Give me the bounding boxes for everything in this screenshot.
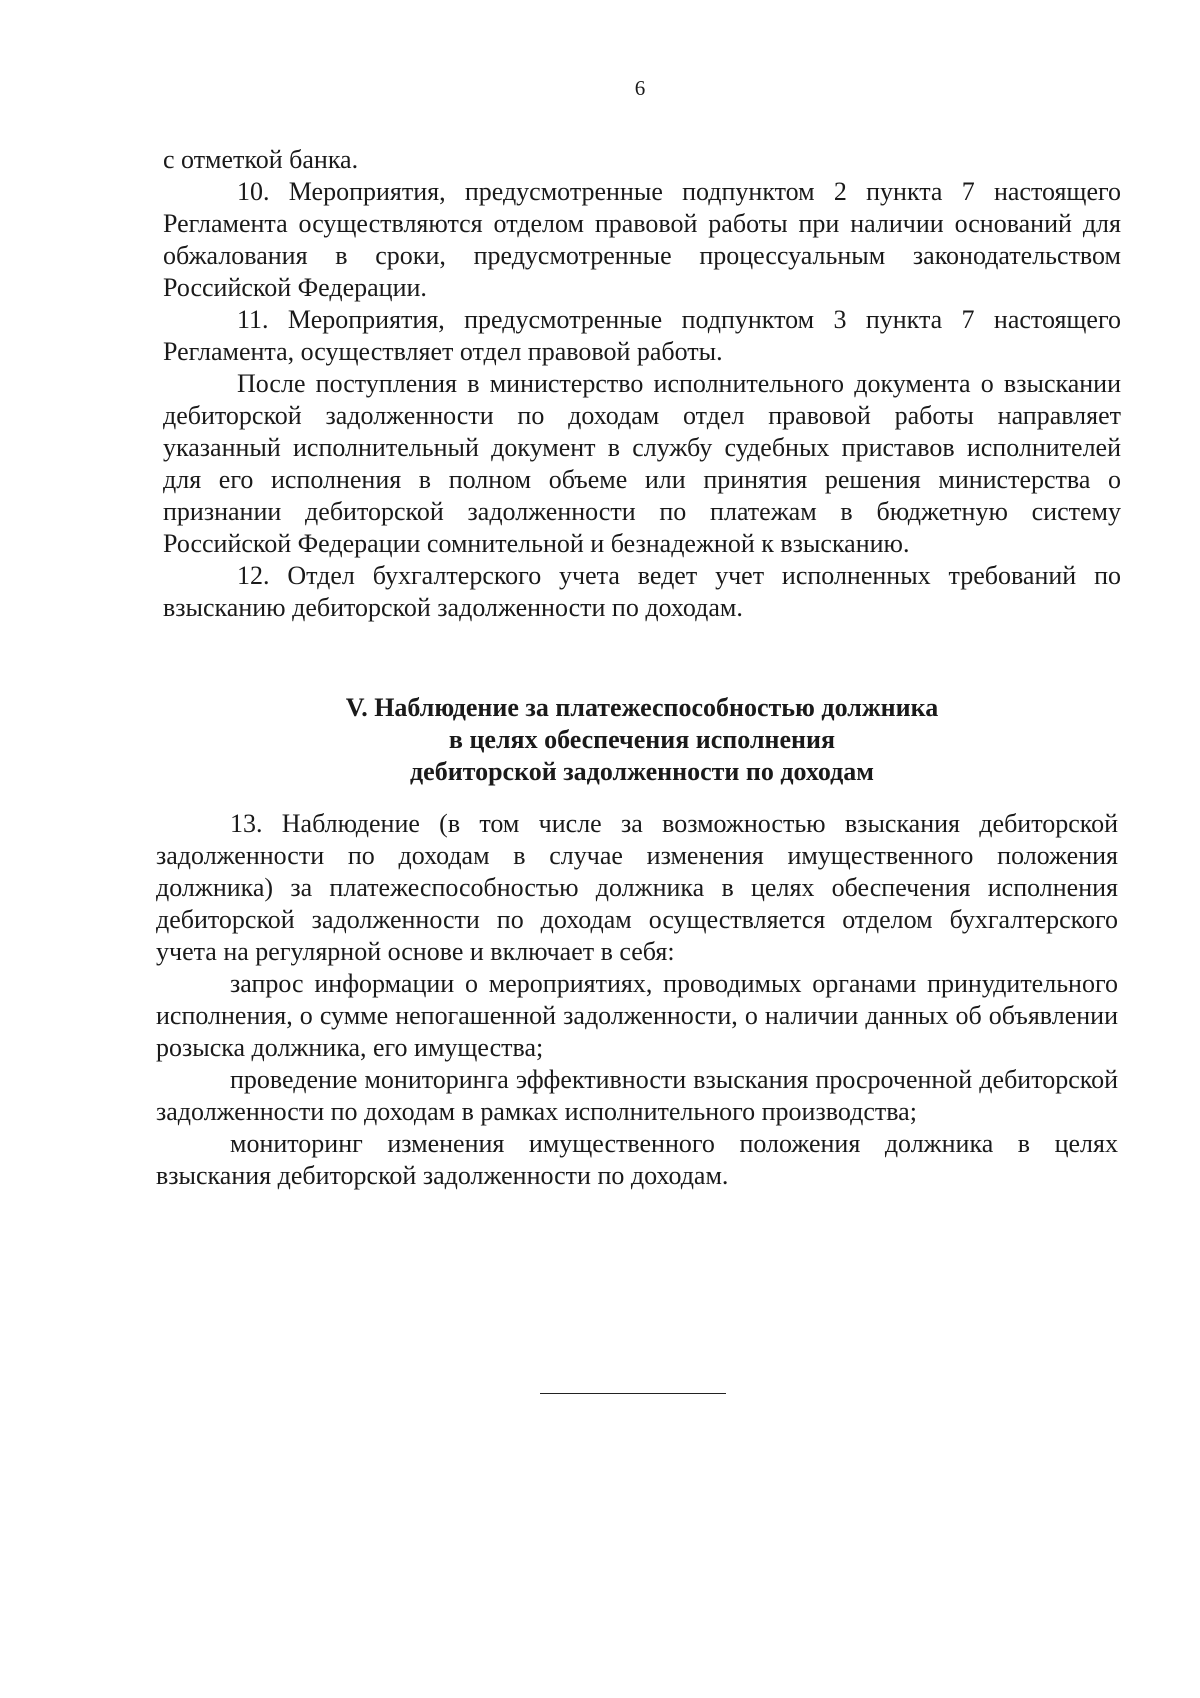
- list-item-monitoring-efficiency: проведение мониторинга эффективности взыскания просроченной дебиторской задолженности по доходам в рамках исполнительного производства;: [156, 1065, 1118, 1126]
- paragraph-12: 12. Отдел бухгалтерского учета ведет учет исполненных требований по взысканию дебиторской задолженности по доходам.: [163, 561, 1121, 622]
- top-text-block: [163, 144, 1121, 624]
- section-heading-line-2: в целях обеспечения исполнения: [448, 725, 836, 754]
- list-item-information-request: запрос информации о мероприятиях, проводимых органами принудительного исполнения, о сумме непогашенной задолженности, о наличии данных об объявлении розыска должника, его имущества;: [156, 969, 1118, 1062]
- section-heading-line-3: дебиторской задолженности по доходам: [410, 757, 874, 786]
- section-heading: [163, 692, 1121, 788]
- paragraph-bank-mark: с отметкой банка.: [163, 145, 359, 174]
- section-heading-line-1: V. Наблюдение за платежеспособностью должника: [345, 693, 939, 722]
- paragraph-enforcement-document: После поступления в министерство исполнительного документа о взыскании дебиторской задолженности по доходам отдел правовой работы направляет указанный исполнительный документ в службу судебных приставов исполнителей для его исполнения в полном объеме или принятия решения министерства о признании дебиторской задолженности по платежам в бюджетную систему Российской Федерации сомнительной и безнадежной к взысканию.: [163, 369, 1121, 558]
- list-item-monitoring-property: мониторинг изменения имущественного положения должника в целях взыскания дебиторской задолженности по доходам.: [156, 1129, 1118, 1190]
- paragraph-11: 11. Мероприятия, предусмотренные подпунктом 3 пункта 7 настоящего Регламента, осуществляет отдел правовой работы.: [163, 305, 1121, 366]
- page-number: 6: [634, 76, 646, 100]
- bottom-text-block: [156, 808, 1118, 1192]
- paragraph-10: 10. Мероприятия, предусмотренные подпунктом 2 пункта 7 настоящего Регламента осуществляются отделом правовой работы при наличии оснований для обжалования в сроки, предусмотренные процессуальным законодательством Российской Федерации.: [163, 177, 1121, 302]
- paragraph-13: 13. Наблюдение (в том числе за возможностью взыскания дебиторской задолженности по доходам в случае изменения имущественного положения должника) за платежеспособностью должника в целях обеспечения исполнения дебиторской задолженности по доходам осуществляется отделом бухгалтерского учета на регулярной основе и включает в себя:: [156, 809, 1118, 966]
- end-of-document-line: [540, 1393, 726, 1394]
